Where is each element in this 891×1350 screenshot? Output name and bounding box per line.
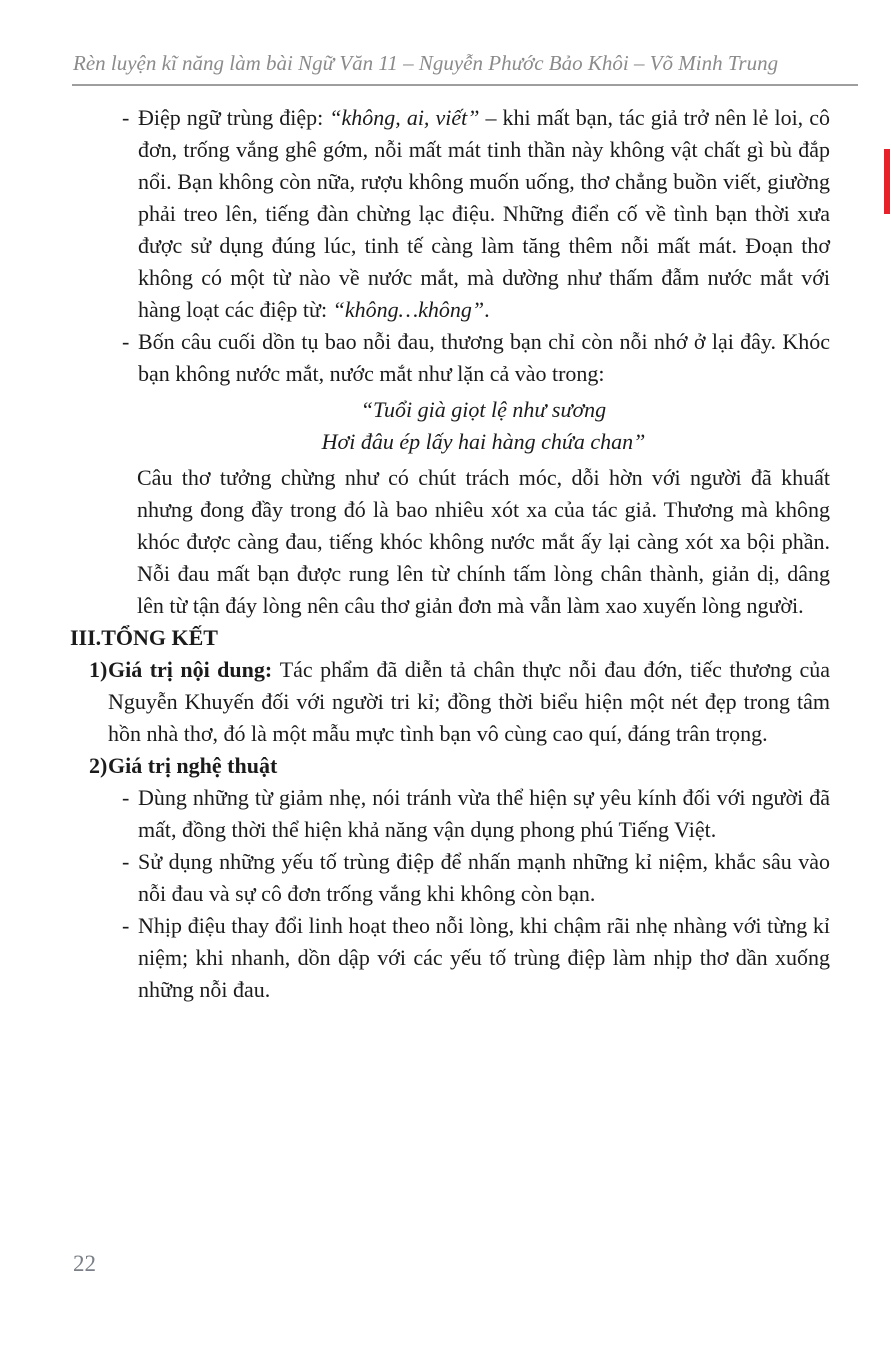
header-divider-line	[72, 84, 858, 86]
numbered-item-content-value	[89, 654, 830, 750]
text-run: Điệp ngữ trùng điệp:	[138, 105, 330, 130]
bullet-item-rhythm	[122, 910, 830, 1006]
section-heading	[70, 622, 891, 654]
poem-line: Hơi đâu ép lấy hai hàng chứa chan”	[321, 429, 646, 454]
item-label: Giá trị nghệ thuật	[108, 753, 278, 778]
item-label: Giá trị nội dung:	[108, 657, 280, 682]
section-title: TỔNG KẾT	[101, 625, 218, 650]
content-area	[0, 102, 891, 1006]
bullet-item-final-four-lines	[122, 326, 830, 390]
running-header	[73, 50, 859, 76]
bullet-text: Dùng những từ giảm nhẹ, nói tránh vừa thể hiện sự yêu kính đối với người đã mất, đồng thời thể hiện khả năng vận dụng phong phú Tiếng Việt.	[138, 785, 830, 842]
bullet-item-repetition-elements	[122, 846, 830, 910]
poem-quote	[137, 394, 830, 458]
bullet-text: Nhịp điệu thay đổi linh hoạt theo nỗi lòng, khi chậm rãi nhẹ nhàng với từng kỉ niệm; khi nhanh, dồn dập với các yếu tố trùng điệp làm nhịp thơ dần xuống những nỗi đau.	[138, 913, 830, 1002]
bullet-dash-marker: -	[122, 329, 130, 354]
text-run: – khi mất bạn, tác giả trở nên lẻ loi, cô đơn, trống vắng ghê gớm, nỗi mất mát tinh thần này không vật chất gì bù đắp nổi. Bạn không còn nữa, rượu không muốn uống, thơ chẳng buồn viết, giường phải treo lên, tiếng đàn chừng lạc điệu. Những điển cố về tình bạn thời xưa được sử dụng đúng lúc, tinh tế càng làm tăng thêm nỗi mất mát. Đoạn thơ không có một từ nào về nước mắt, mà dường như thấm đẫm nước mắt với hàng loạt các điệp từ:	[138, 105, 830, 322]
numbered-item-artistic-value	[89, 750, 830, 782]
item-text	[108, 654, 830, 750]
quoted-words: “không, ai, viết”	[329, 105, 480, 130]
quoted-words: “không…không”	[332, 297, 485, 322]
commentary-paragraph: Câu thơ tưởng chừng như có chút trách móc, dỗi hờn với người đã khuất nhưng đong đầy trong đó là bao nhiêu xót xa của tác giả. Thương mà không khóc được càng đau, tiếng khóc không nước mắt ấy lại càng xót xa bội phần. Nỗi đau mất bạn được rung lên từ chính tấm lòng chân thành, giản dị, dâng lên từ tận đáy lòng nên câu thơ giản đơn mà vẫn làm xao xuyến lòng người.	[137, 465, 830, 618]
running-header-title: Rèn luyện kĩ năng làm bài Ngữ Văn 11 – Nguyễn Phước Bảo Khôi – Võ Minh Trung	[73, 51, 779, 75]
text-run: Tác phẩm đã diễn tả chân thực nỗi đau đớn, tiếc thương của Nguyễn Khuyến đối với người tri kỉ; đồng thời biểu hiện một nét đẹp trong tâm hồn nhà thơ, đó là một mẫu mực tình bạn vô cùng cao quí, đáng trân trọng.	[108, 657, 830, 746]
poem-line: “Tuổi già giọt lệ như sương	[360, 397, 607, 422]
bullet-dash-marker: -	[122, 785, 130, 810]
item-text	[108, 750, 830, 782]
bullet-text	[138, 102, 830, 326]
item-number: 2)	[89, 753, 108, 778]
section-number: III.	[70, 625, 102, 650]
page-number: 22	[73, 1251, 96, 1276]
bullet-item-repetition-analysis	[122, 102, 830, 326]
text-run: .	[484, 297, 490, 322]
bullet-dash-marker: -	[122, 849, 130, 874]
bullet-text: Bốn câu cuối dồn tụ bao nỗi đau, thương bạn chỉ còn nỗi nhớ ở lại đây. Khóc bạn không nước mắt, nước mắt như lặn cả vào trong:	[138, 329, 830, 386]
bullet-text: Sử dụng những yếu tố trùng điệp để nhấn mạnh những kỉ niệm, khắc sâu vào nỗi đau và sự cô đơn trống vắng khi không còn bạn.	[138, 849, 830, 906]
bullet-dash-marker: -	[122, 105, 130, 130]
bullet-dash-marker: -	[122, 913, 130, 938]
bullet-item-euphemism	[122, 782, 830, 846]
item-number: 1)	[89, 657, 108, 682]
